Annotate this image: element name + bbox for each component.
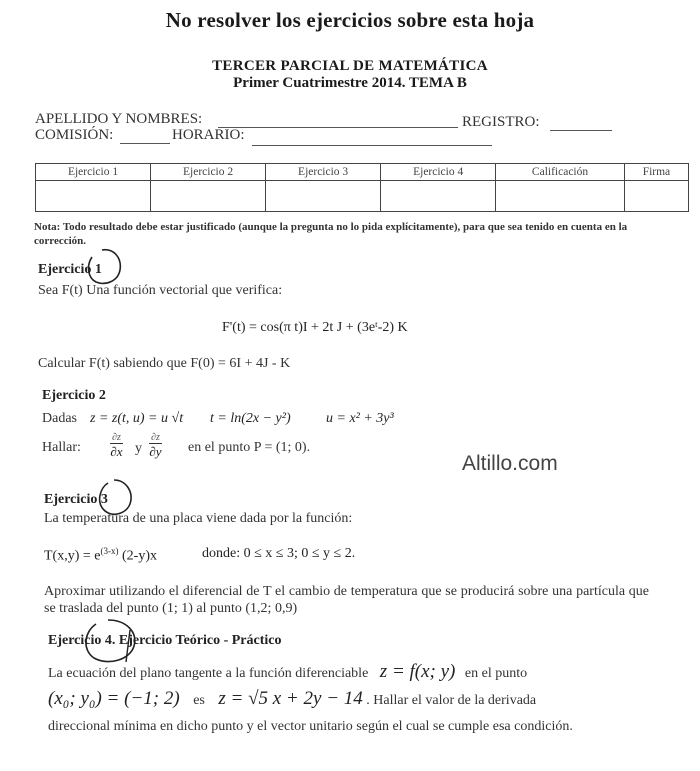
ej2-expr-z: z = z(t, u) = u √t bbox=[90, 411, 184, 426]
header-ejercicio-4: Ejercicio 4 bbox=[381, 164, 496, 181]
ej4-line2 bbox=[48, 685, 650, 713]
partial-z-y bbox=[149, 432, 162, 460]
header-ejercicio-1: Ejercicio 1 bbox=[36, 164, 151, 181]
sheet-instruction: No resolver los ejercicios sobre esta hoja bbox=[165, 8, 535, 32]
exam-title: TERCER PARCIAL DE MATEMÁTICA bbox=[212, 58, 488, 74]
ej1-title: Ejercicio 1 bbox=[38, 262, 102, 277]
ej2-expr-u: u = x² + 3y³ bbox=[326, 411, 394, 426]
ej4-line1-b: en el punto bbox=[464, 666, 528, 681]
horario-line bbox=[252, 131, 492, 146]
ej2-y-word: y bbox=[135, 441, 142, 456]
watermark: Altillo.com bbox=[462, 452, 558, 475]
ej4-line2-math-b: z = √5 x + 2y − 14 bbox=[218, 688, 363, 709]
header-calificacion: Calificación bbox=[496, 164, 625, 181]
header-ejercicio-3: Ejercicio 3 bbox=[266, 164, 381, 181]
ej1-task: Calcular F(t) sabiendo que F(0) = 6I + 4J - K bbox=[38, 356, 291, 371]
grade-table-body-row bbox=[36, 181, 689, 212]
grade-table bbox=[35, 163, 689, 212]
partial-z-y-num: ∂z bbox=[151, 432, 160, 443]
ej4-line1 bbox=[48, 658, 650, 686]
ej3-formula-a: T(x,y) = e bbox=[44, 548, 101, 564]
ej2-dadas-label: Dadas bbox=[42, 411, 77, 426]
ej3-formula-exp: (3-x) bbox=[100, 546, 119, 556]
ej1-intro: Sea F(t) Una función vectorial que verifica: bbox=[38, 283, 283, 298]
header-ejercicio-2: Ejercicio 2 bbox=[151, 164, 266, 181]
ej3-formula-b: (2-y)x bbox=[118, 548, 157, 564]
grade-cell bbox=[36, 181, 151, 212]
ej3-title: Ejercicio 3 bbox=[44, 492, 108, 507]
name-label: APELLIDO Y NOMBRES: bbox=[35, 111, 203, 127]
partial-z-x bbox=[110, 432, 123, 460]
ej2-hallar-label: Hallar: bbox=[42, 440, 81, 455]
partial-z-x-den: ∂x bbox=[110, 444, 123, 459]
ej4-line2-rest: . Hallar el valor de la derivada bbox=[366, 693, 537, 708]
grade-cell bbox=[266, 181, 381, 212]
grade-cell bbox=[496, 181, 625, 212]
ej4-line3: direccional mínima en dicho punto y el vector unitario según el cual se cumple esa condición. bbox=[48, 719, 573, 734]
exam-subtitle: Primer Cuatrimestre 2014. TEMA B bbox=[233, 75, 467, 91]
horario-label: HORARIO: bbox=[172, 127, 245, 143]
comision-label: COMISIÓN: bbox=[35, 127, 114, 143]
ej2-point: en el punto P = (1; 0). bbox=[188, 440, 311, 455]
name-line bbox=[218, 113, 458, 128]
partial-z-x-num: ∂z bbox=[112, 432, 121, 443]
grade-cell bbox=[381, 181, 496, 212]
registro-label: REGISTRO: bbox=[462, 114, 540, 130]
comision-line bbox=[120, 129, 170, 144]
ej4-line2-math-a: (x₀; y₀) = (−1; 2) bbox=[48, 688, 180, 709]
grade-cell bbox=[151, 181, 266, 212]
ej3-donde: donde: 0 ≤ x ≤ 3; 0 ≤ y ≤ 2. bbox=[202, 546, 356, 561]
ej4-title: Ejercicio 4. Ejercicio Teórico - Práctico bbox=[48, 633, 282, 648]
header-firma: Firma bbox=[624, 164, 688, 181]
ej3-formula bbox=[44, 546, 157, 565]
ej3-intro: La temperatura de una placa viene dada por la función: bbox=[44, 511, 353, 526]
ej4-line1-math: z = f(x; y) bbox=[379, 661, 456, 682]
ej1-equation: F'(t) = cos(π t)I + 2t J + (3eᵗ-2) K bbox=[222, 320, 408, 335]
grade-cell bbox=[624, 181, 688, 212]
ej4-line1-a: La ecuación del plano tangente a la función diferenciable bbox=[48, 666, 369, 681]
registro-line bbox=[550, 116, 612, 131]
ej2-expr-t: t = ln(2x − y²) bbox=[210, 411, 291, 426]
ej4-line2-es: es bbox=[193, 693, 205, 708]
grade-table-header-row bbox=[36, 164, 689, 181]
nota-text: Nota: Todo resultado debe estar justificado (aunque la pregunta no lo pida explícitamente), para que sea tenido en cuenta en la corrección. bbox=[34, 221, 628, 247]
handwritten-circle bbox=[84, 248, 124, 288]
ej2-title: Ejercicio 2 bbox=[42, 388, 106, 403]
partial-z-y-den: ∂y bbox=[149, 444, 162, 459]
ej3-task: Aproximar utilizando el diferencial de T el cambio de temperatura que se producirá sobre una partícula que se traslada del punto (1; 1) al punto (1,2; 0,9) bbox=[44, 584, 649, 616]
